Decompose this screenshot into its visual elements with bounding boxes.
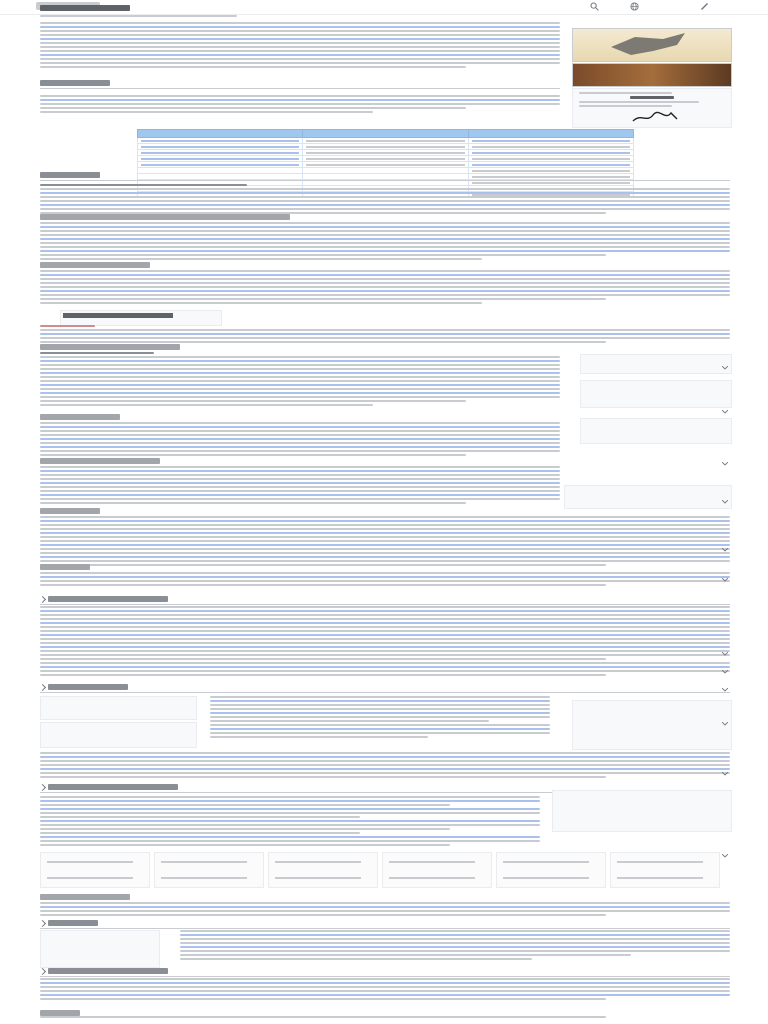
infobox-header-3 [468,130,633,138]
infobox-header-2 [303,130,468,138]
section-heading-sub-6[interactable] [40,508,730,514]
section-heading-etimologia[interactable] [40,80,560,86]
sidebar-box-6 [40,722,197,748]
section-paragraph-apariencia [40,606,730,662]
sidebar-box-1 [580,354,732,374]
gallery-item[interactable] [610,852,720,888]
sidebar-box-5 [40,696,197,720]
section-paragraph-apariencia-b [40,662,730,678]
section-heading-sub-7[interactable] [40,684,730,690]
section-paragraph-sub-10 [180,930,730,962]
intro-paragraph [40,22,560,70]
gallery-item[interactable] [154,852,264,888]
section-list-sub-8 [40,796,540,848]
section-heading-sub-9[interactable] [40,894,730,900]
section-paragraph-sub-9 [40,902,730,918]
chevron-down-icon[interactable] [722,548,728,552]
sidebar-box-9 [40,930,160,968]
sidebar-box-7 [572,700,732,750]
section-heading-sub-11[interactable] [40,968,730,974]
gallery-item[interactable] [496,852,606,888]
gallery-item[interactable] [268,852,378,888]
chevron-down-icon[interactable] [722,688,728,692]
sidebar-box-4 [564,485,732,509]
sidebar-box-3 [580,418,732,444]
chevron-down-icon[interactable] [722,578,728,582]
chevron-down-icon[interactable] [722,854,728,858]
section-heading-sub-10[interactable] [40,920,730,926]
sidebar-box-8 [552,790,732,832]
section-paragraph-sub-6b [40,572,730,588]
section-heading-apariencia[interactable] [40,596,730,602]
section-heading-sub-3[interactable] [40,344,560,350]
search-icon[interactable] [590,2,599,11]
section-paragraph-sub-2 [40,270,730,306]
section-paragraph-sub-4 [40,422,560,458]
signature-icon [631,111,681,123]
language-icon[interactable] [630,2,639,11]
page-subtitle [40,15,280,19]
chevron-down-icon[interactable] [722,670,728,674]
section-heading-sub-2[interactable] [40,262,730,268]
chevron-down-icon[interactable] [722,722,728,726]
section-heading-sub-6b[interactable] [40,564,730,570]
section-paragraph-sub-7 [210,696,550,740]
infobox-caption [572,88,732,128]
section-heading-historia[interactable] [40,172,730,178]
section-paragraph-sub-12 [40,1016,730,1020]
section-paragraph-historia [40,184,730,216]
chevron-down-icon[interactable] [722,500,728,504]
chevron-down-icon[interactable] [722,462,728,466]
sidebar-box-2 [580,380,732,408]
gallery-item[interactable] [382,852,492,888]
section-heading-sub-4[interactable] [40,414,560,420]
infobox-image-bottom[interactable] [572,63,732,87]
section-paragraph-sub-5 [40,466,560,506]
infobox-image-top[interactable] [572,28,732,62]
page-title [40,5,130,13]
section-paragraph-etimologia [40,95,560,115]
section-heading-sub-5[interactable] [40,458,730,464]
chevron-down-icon[interactable] [722,652,728,656]
section-heading-sub-1[interactable] [40,214,730,220]
section-paragraph-sub-6 [40,516,730,568]
section-paragraph-sub-7b [40,752,730,780]
image-gallery [40,852,730,888]
pencil-icon[interactable] [700,2,709,11]
chevron-down-icon[interactable] [722,772,728,776]
section-paragraph-sub-3 [40,352,560,408]
section-paragraph-sub-2b [40,325,730,345]
chevron-down-icon[interactable] [722,366,728,370]
infobox-header-1 [138,130,303,138]
chevron-down-icon[interactable] [722,410,728,414]
gallery-item[interactable] [40,852,150,888]
embedded-figure[interactable] [60,310,222,326]
section-paragraph-sub-1 [40,222,730,262]
section-paragraph-sub-11 [40,978,730,1002]
